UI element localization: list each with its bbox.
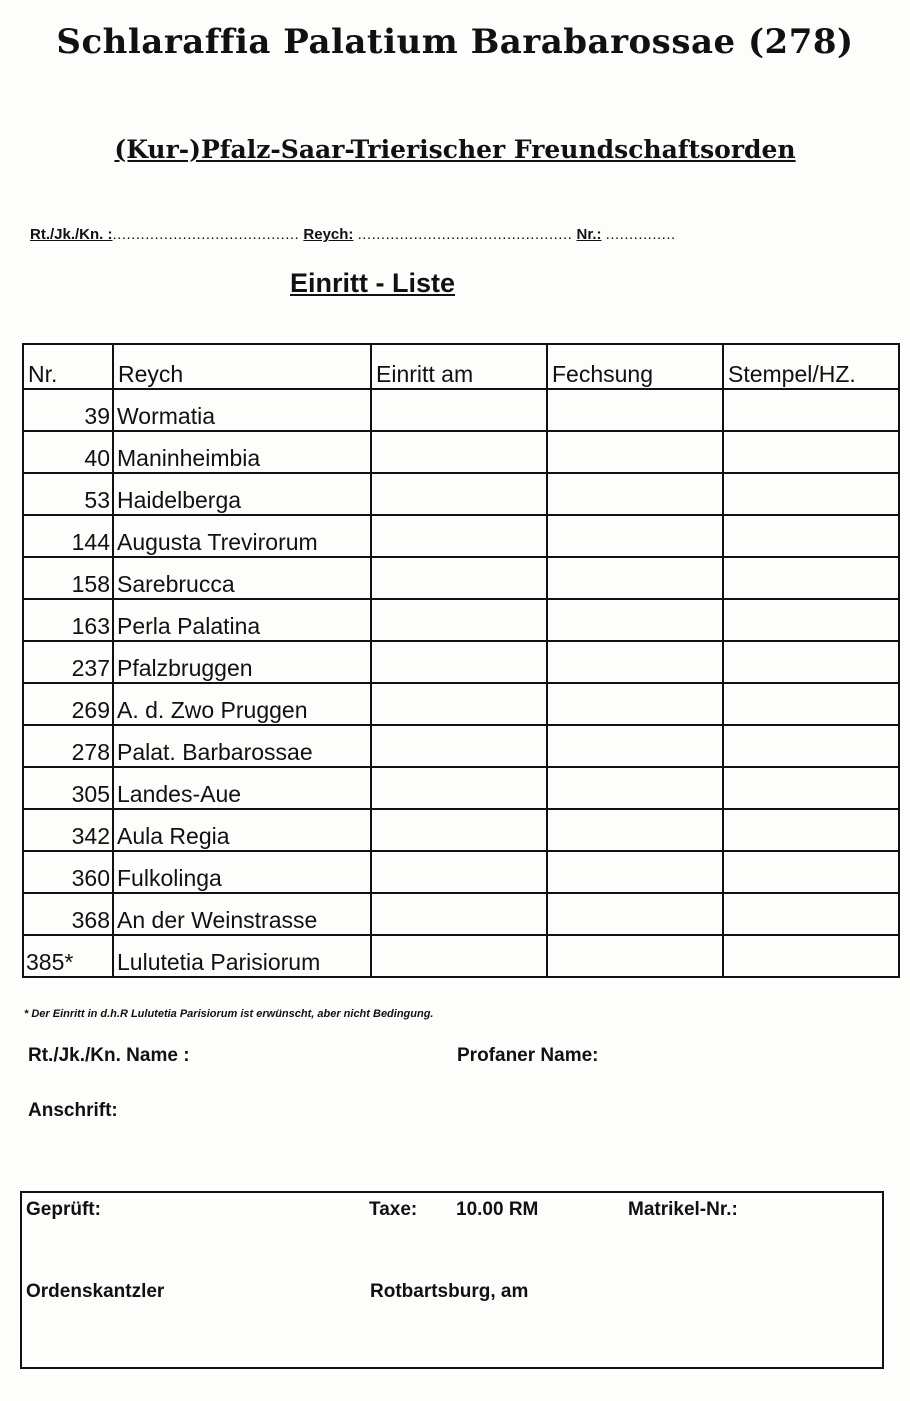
row-reych: Perla Palatina <box>113 599 371 641</box>
table-header-row <box>23 344 899 389</box>
row-nr: 144 <box>23 515 113 557</box>
row-fechsung-cell[interactable] <box>547 389 723 431</box>
col-header-nr: Nr. <box>23 344 113 389</box>
row-nr: 163 <box>23 599 113 641</box>
row-nr: 305 <box>23 767 113 809</box>
checked-label: Geprüft: <box>26 1199 101 1220</box>
row-stempel-cell[interactable] <box>723 935 899 977</box>
row-nr: 385* <box>23 935 113 977</box>
row-fechsung-cell[interactable] <box>547 851 723 893</box>
row-fechsung-cell[interactable] <box>547 599 723 641</box>
col-header-einritt: Einritt am <box>371 344 547 389</box>
ref-reych-label: Reych: <box>303 226 354 243</box>
row-reych: Pfalzbruggen <box>113 641 371 683</box>
profane-name-label: Profaner Name: <box>457 1045 599 1066</box>
col-header-stempel: Stempel/HZ. <box>723 344 899 389</box>
row-fechsung-cell[interactable] <box>547 641 723 683</box>
row-einritt-cell[interactable] <box>371 431 547 473</box>
row-fechsung-cell[interactable] <box>547 767 723 809</box>
col-header-fechsung: Fechsung <box>547 344 723 389</box>
row-nr: 278 <box>23 725 113 767</box>
entry-table <box>22 343 900 978</box>
row-einritt-cell[interactable] <box>371 683 547 725</box>
row-einritt-cell[interactable] <box>371 389 547 431</box>
row-reych: Wormatia <box>113 389 371 431</box>
row-reych: Aula Regia <box>113 809 371 851</box>
row-stempel-cell[interactable] <box>723 851 899 893</box>
row-fechsung-cell[interactable] <box>547 809 723 851</box>
chancellor-label: Ordenskantzler <box>26 1281 165 1302</box>
row-stempel-cell[interactable] <box>723 893 899 935</box>
row-nr: 342 <box>23 809 113 851</box>
table-row <box>23 641 899 683</box>
row-reych: Sarebrucca <box>113 557 371 599</box>
row-einritt-cell[interactable] <box>371 809 547 851</box>
row-reych: Augusta Trevirorum <box>113 515 371 557</box>
table-row <box>23 683 899 725</box>
row-fechsung-cell[interactable] <box>547 935 723 977</box>
row-nr: 158 <box>23 557 113 599</box>
row-stempel-cell[interactable] <box>723 725 899 767</box>
table-row <box>23 935 899 977</box>
row-reych: Maninheimbia <box>113 431 371 473</box>
footnote: * Der Einritt in d.h.R Lulutetia Parisiorum ist erwünscht, aber nicht Bedingung. <box>24 1008 434 1020</box>
table-row <box>23 473 899 515</box>
row-fechsung-cell[interactable] <box>547 515 723 557</box>
row-fechsung-cell[interactable] <box>547 893 723 935</box>
row-stempel-cell[interactable] <box>723 599 899 641</box>
place-date-label: Rotbartsburg, am <box>370 1281 529 1302</box>
row-stempel-cell[interactable] <box>723 389 899 431</box>
row-reych: Haidelberga <box>113 473 371 515</box>
row-nr: 53 <box>23 473 113 515</box>
row-einritt-cell[interactable] <box>371 557 547 599</box>
ref-reych-dots: .............................................. <box>357 226 573 243</box>
ref-rank-label: Rt./Jk./Kn. : <box>30 226 113 243</box>
ref-nr-dots: ............... <box>605 226 676 243</box>
row-fechsung-cell[interactable] <box>547 683 723 725</box>
table-row <box>23 515 899 557</box>
row-einritt-cell[interactable] <box>371 599 547 641</box>
row-stempel-cell[interactable] <box>723 431 899 473</box>
row-nr: 237 <box>23 641 113 683</box>
matrikel-label: Matrikel-Nr.: <box>628 1199 738 1220</box>
ref-nr-label: Nr.: <box>576 226 602 243</box>
row-stempel-cell[interactable] <box>723 683 899 725</box>
row-stempel-cell[interactable] <box>723 557 899 599</box>
table-row <box>23 809 899 851</box>
table-row <box>23 851 899 893</box>
row-reych: An der Weinstrasse <box>113 893 371 935</box>
row-einritt-cell[interactable] <box>371 725 547 767</box>
row-fechsung-cell[interactable] <box>547 431 723 473</box>
row-fechsung-cell[interactable] <box>547 473 723 515</box>
name-field-label: Rt./Jk./Kn. Name : <box>28 1045 190 1066</box>
table-row <box>23 725 899 767</box>
row-stempel-cell[interactable] <box>723 767 899 809</box>
fee-label: Taxe: <box>369 1199 418 1220</box>
row-einritt-cell[interactable] <box>371 851 547 893</box>
row-fechsung-cell[interactable] <box>547 557 723 599</box>
row-nr: 360 <box>23 851 113 893</box>
row-einritt-cell[interactable] <box>371 515 547 557</box>
row-reych: Palat. Barbarossae <box>113 725 371 767</box>
row-reych: Lulutetia Parisiorum <box>113 935 371 977</box>
row-stempel-cell[interactable] <box>723 809 899 851</box>
address-label: Anschrift: <box>28 1100 118 1121</box>
document-subtitle: (Kur-)Pfalz-Saar-Trierischer Freundschaftsorden <box>114 135 796 164</box>
table-row <box>23 389 899 431</box>
table-row <box>23 767 899 809</box>
row-nr: 368 <box>23 893 113 935</box>
col-header-reych: Reych <box>113 344 371 389</box>
row-stempel-cell[interactable] <box>723 515 899 557</box>
row-nr: 39 <box>23 389 113 431</box>
row-reych: A. d. Zwo Pruggen <box>113 683 371 725</box>
row-stempel-cell[interactable] <box>723 473 899 515</box>
office-box <box>20 1191 884 1369</box>
row-reych: Fulkolinga <box>113 851 371 893</box>
row-einritt-cell[interactable] <box>371 473 547 515</box>
row-nr: 269 <box>23 683 113 725</box>
row-einritt-cell[interactable] <box>371 767 547 809</box>
ref-rank-dots: ........................................ <box>112 226 300 243</box>
row-nr: 40 <box>23 431 113 473</box>
row-einritt-cell[interactable] <box>371 641 547 683</box>
fee-value: 10.00 RM <box>456 1199 539 1220</box>
row-reych: Landes-Aue <box>113 767 371 809</box>
table-row <box>23 557 899 599</box>
row-einritt-cell[interactable] <box>371 893 547 935</box>
row-stempel-cell[interactable] <box>723 641 899 683</box>
table-row <box>23 431 899 473</box>
reference-line <box>30 226 860 243</box>
table-row <box>23 893 899 935</box>
table-row <box>23 599 899 641</box>
row-einritt-cell[interactable] <box>371 935 547 977</box>
list-heading: Einritt - Liste <box>290 268 456 298</box>
row-fechsung-cell[interactable] <box>547 725 723 767</box>
document-title: Schlaraffia Palatium Barabarossae (278) <box>56 22 854 62</box>
